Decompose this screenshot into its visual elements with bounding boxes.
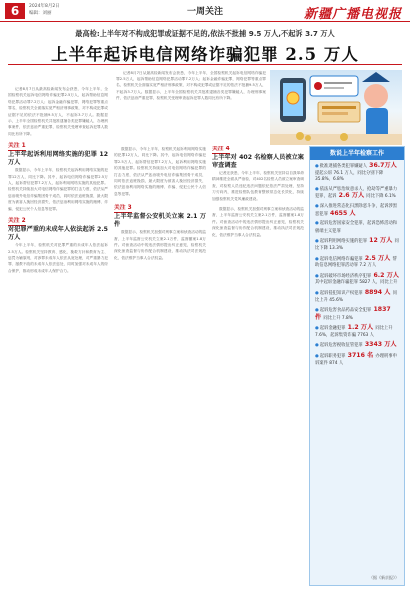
body-column-2	[114, 146, 206, 586]
stat-note: 办理刑事申诉案件 874 人	[315, 354, 397, 366]
editor-meta: 编辑：刘丽	[29, 11, 52, 16]
stats-list	[310, 163, 404, 367]
stat-value: 1.2 万人	[345, 324, 376, 332]
bullet-icon: ●	[315, 273, 319, 279]
stat-item	[315, 238, 399, 252]
stat-item	[315, 204, 399, 218]
bullet-icon: ●	[315, 290, 319, 296]
bullet-icon: ●	[315, 186, 319, 192]
stat-note: 其中起诉金融诈骗犯罪 5827 人，同比上升	[315, 280, 398, 286]
column-2-text: 数据显示，今年上半年，检察机关起诉利用网络实施的犯罪12万人，同比下降。其中，起诉电信网络诈骗犯罪2.5万人，起诉帮信犯罪7.2万人，起诉利用网络实施的其他犯罪。检察机关持续加大对电信网络诈骗犯罪的打击力度，依法从严惩治境外电信诈骗集团骨干成员，同时依法追赃挽损，最大限度为被害人挽回经济损失，依法惩治利用网络实施的赌博、诈骗、侵犯公民个人信息等犯罪。	[114, 147, 206, 196]
stat-note: 同比上升 45.6%	[315, 290, 397, 303]
bullet-icon: ●	[315, 221, 319, 227]
stat-label: 依法从严惩治故意杀人、抢劫等严重暴力犯罪，起诉	[315, 186, 398, 200]
stat-value: 36.7万人	[367, 162, 397, 169]
stat-item	[315, 353, 399, 367]
stat-label: 深入推进常态化扫黑除恶斗争，起诉涉黑恶犯罪	[315, 203, 398, 217]
newspaper-brand: 新疆广播电视报	[303, 7, 402, 22]
stat-note: 同比上升 7.8%	[323, 315, 353, 321]
section-2-tag: 关注 2	[8, 218, 26, 225]
stat-label: 起诉破坏市场经济秩序犯罪	[319, 273, 372, 279]
stats-sidebar	[309, 146, 405, 586]
stat-note: 帮助信息网络犯罪活动罪 7.2 万人	[315, 256, 397, 269]
fraud-illustration-icon	[270, 70, 402, 145]
stats-sidebar-title: 数说上半年检察工作	[310, 147, 404, 160]
masthead	[0, 0, 410, 22]
section-3-title: 上半年监督公安机关立案 2.1 万件	[114, 213, 206, 229]
stat-value: 1837 件	[315, 306, 391, 321]
stat-item	[315, 256, 399, 270]
stat-label: 起诉职务犯罪	[319, 354, 346, 360]
stat-item	[315, 187, 399, 201]
lead-text: 记者8月7日从最高检新闻发布会获悉，今年上半年，全国检察机关起诉电信网络诈骗犯罪2.5万人，起诉帮助信息网络犯罪活动罪7.2万人；起诉金融诈骗犯罪，网络犯罪等重点罪名，检察机关全面落实宽严相济刑事政策，对不构成犯罪或证据不足的依法不批捕9.5万人，不起诉3.7万人。数据显示，上半年全国检察机关共批准逮捕各类犯罪嫌疑人，办理刑事案件，依法惩治严重犯罪，检察机关受理审查起诉犯罪人数同比有所下降。	[116, 71, 266, 100]
stat-label: 起诉危害国家安全犯罪，起诉恐怖活动和极端主义犯罪	[315, 221, 398, 234]
headline-rule	[8, 64, 402, 65]
stat-value: 3343 万人	[362, 341, 397, 349]
stat-label: 批准逮捕各类犯罪嫌疑人	[319, 164, 368, 169]
stat-note: 同比上升 7.6%，起诉集资诈骗 7763 人	[315, 326, 393, 338]
stat-label: 起诉侵犯知识产权犯罪	[319, 290, 363, 296]
stats-source: （据《新京报》）	[369, 575, 399, 580]
stat-value: 12 万人	[367, 237, 395, 245]
issue-date: 2024年8月2日	[29, 4, 60, 9]
bullet-icon: ●	[315, 308, 319, 314]
page-number-box: 6	[5, 3, 25, 19]
section-3-text: 数据显示，检察机关加强对刑事立案和侦查活动的监督，上半年监督公安机关立案2.1万件，监督撤案1.8万件。对侦查活动中的违法情形提出纠正意见，检察机关深化侦查监督与协作配合机制建设，推动执法司法规范化，依法维护当事人合法权益。	[114, 230, 206, 260]
bullet-icon: ●	[315, 256, 319, 262]
bullet-icon: ●	[315, 326, 319, 332]
body-column-1	[8, 86, 108, 586]
section-2	[8, 218, 108, 274]
stat-label: 起诉危害税收征管犯罪	[319, 343, 363, 349]
bullet-icon: ●	[315, 354, 319, 360]
stat-value: 3716 名	[345, 352, 376, 360]
section-3	[114, 205, 206, 261]
section-1-text: 数据显示，今年上半年，检察机关起诉利用网络实施的犯罪12万人，同比下降。其中，起诉电信网络诈骗犯罪2.5万人，起诉帮信犯罪7.2万人，起诉利用网络实施的其他犯罪。检察机关持续加大对电信网络诈骗犯罪的打击力度，依法从严惩治境外电信诈骗集团骨干成员，同时依法追赃挽损，最大限度为被害人挽回经济损失，依法惩治利用网络实施的赌博、诈骗、侵犯公民个人信息等犯罪。	[8, 168, 108, 211]
section-3-tag: 关注 3	[114, 205, 132, 212]
stat-value: 2.5 万人	[362, 254, 393, 262]
bullet-icon: ●	[315, 203, 319, 209]
illustration-scam-alert	[270, 70, 402, 145]
bullet-icon: ●	[315, 164, 319, 169]
lead-paragraph	[116, 70, 266, 142]
section-4-text: 记者还获悉，今年上半年，检察机关坚持以自我革命精神推进全面从严治检，对402名检察人员被立案审查调查，对检察人员违纪违法问题依纪依法严肃处理，坚持刀刃向内，推进检察队伍教育整顿常态化长效化，持续加强检察机关党风廉政建设。	[212, 171, 304, 201]
section-4	[212, 146, 304, 202]
stat-item	[315, 273, 399, 287]
stat-note: 提起公诉 76.1 万人，同比分别下降 35.8%、6.8%	[315, 170, 384, 183]
bullet-icon: ●	[315, 239, 319, 245]
bullet-icon: ●	[315, 343, 319, 349]
stat-note: 同比下降 6.1%	[366, 194, 396, 200]
article-headline: 上半年起诉电信网络诈骗犯罪 2.5 万人	[51, 45, 359, 64]
stat-label: 起诉金融犯罪	[319, 326, 346, 332]
section-name: 一周关注	[186, 7, 223, 17]
stat-value: 6.2 万人	[371, 271, 399, 279]
stat-label: 起诉电信网络诈骗犯罪	[319, 256, 363, 262]
section-1	[8, 143, 108, 212]
stat-item	[315, 307, 399, 322]
stat-item	[315, 290, 399, 304]
stat-label: 起诉危害食品药品安全犯罪	[319, 308, 372, 314]
stat-value: 2.6 万人	[336, 192, 367, 200]
section-1-title: 上半年起诉利用网络实施的犯罪 12 万人	[8, 151, 108, 167]
stat-item	[315, 163, 399, 184]
stat-item	[315, 342, 399, 350]
section-4-tag: 关注 4	[212, 146, 230, 152]
stat-label: 起诉利用网络实施的犯罪	[319, 239, 368, 245]
article-kicker: 最高检:上半年对不构成犯罪或证据不足的,依法不批捕 9.5 万人,不起诉 3.7 万人	[75, 29, 335, 38]
section-1-tag: 关注 1	[8, 143, 26, 150]
stat-value: 8894 人	[362, 288, 393, 296]
body-column-3	[212, 146, 304, 586]
section-2-title: 对犯罪严重的未成年人依法起诉 2.5 万人	[8, 226, 108, 242]
stat-item	[315, 221, 399, 235]
section-2-text: 今年上半年，检察机关对犯罪严重的未成年人依法起诉2.5万人。检察机关坚持教育、感化、挽救方针和教育为主、惩罚为辅原则，对涉罪未成年人依法从宽处理，对严重暴力犯罪、屡教不改的未成年人依法惩处，同时加强对未成年人的综合保护，推动形成未成年人保护合力。	[8, 243, 108, 273]
stat-note: 同比下降 13.3%	[315, 239, 399, 251]
section-4-title: 上半年对 402 名检察人员被立案审查调查	[212, 154, 304, 169]
column-3-extra-text: 数据显示，检察机关加强对刑事立案和侦查活动的监督，上半年监督公安机关立案2.1万件，监督撤案1.8万件。对侦查活动中的违法情形提出纠正意见，检察机关深化侦查监督与协作配合机制建设，推动执法司法规范化，依法维护当事人合法权益。	[212, 207, 304, 237]
stat-item	[315, 325, 399, 339]
stat-value: 4655 人	[327, 209, 356, 217]
column-1-lead-text: 记者8月7日从最高检新闻发布会获悉，今年上半年，全国检察机关起诉电信网络诈骗犯罪2.5万人，起诉帮助信息网络犯罪活动罪7.2万人；起诉金融诈骗犯罪，网络犯罪等重点罪名，检察机关全面落实宽严相济刑事政策，对不构成犯罪或证据不足的依法不批捕9.5万人，不起诉3.7万人。数据显示，上半年全国检察机关共批准逮捕各类犯罪嫌疑人，办理刑事案件，依法惩治严重犯罪，检察机关受理审查起诉犯罪人数同比有所下降。	[8, 87, 108, 136]
